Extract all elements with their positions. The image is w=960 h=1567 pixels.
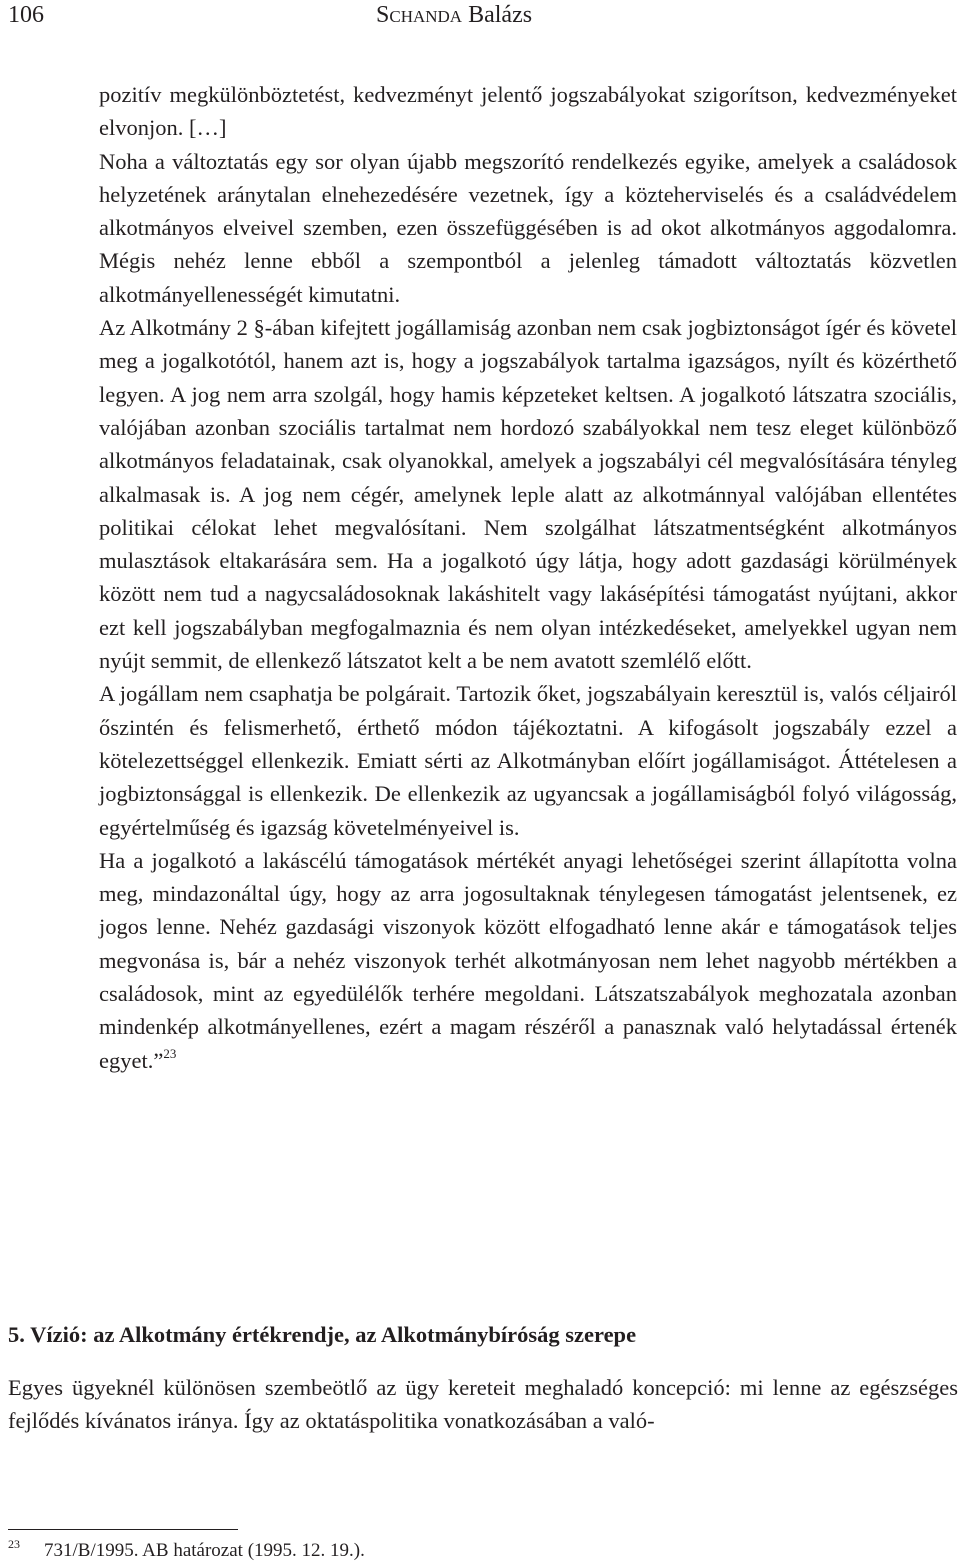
footnote-mark: 23 bbox=[8, 1537, 20, 1551]
quote-paragraph: A jogállam nem csaphatja be polgárait. Tartozik őket, jogszabályain keresztül is, valós céljairól őszintén és felismerhető, érthető módon tájékoztatni. A kifogásolt jogszabály ezzel a kötelezettséggel ellenkezik. Emiatt sérti az Alkotmányban előírt jogállamiságot. Áttételesen a jogbiztonsággal is ellenkezik. De ellenkezik az ugyancsak a jogállamiságból folyó világosság, egyértelműség és igazság követelményeivel is. bbox=[99, 681, 957, 840]
author-surname-rest: chanda bbox=[389, 2, 463, 28]
page-header bbox=[0, 0, 960, 40]
block-quote bbox=[99, 78, 957, 1077]
footnote-divider bbox=[8, 1529, 238, 1530]
footnote-reference: 23 bbox=[163, 1045, 177, 1061]
quote-paragraph-last bbox=[99, 844, 957, 1077]
body-paragraph: Egyes ügyeknél különösen szembeötlő az ügy kereteit meghaladó koncepció: mi lenne az egészséges fejlődés kívánatos iránya. Így az oktatáspolitika vonatkozásában a való- bbox=[8, 1375, 958, 1434]
running-head bbox=[376, 2, 532, 29]
author-given-name: Balázs bbox=[468, 2, 533, 28]
quote-paragraph: Noha a változtatás egy sor olyan újabb megszorító rendelkezés egyike, amelyek a családosok helyzetének aránytalan elnehezedésére vezetnek, így a közteherviselés és a családvédelem alkotmányos elveivel szemben, ezen összefüggésében is ad okot alkotmányos aggodalomra. Mégis nehéz lenne ebből a szempontból a jelenleg támadott változtatás közvetlen alkotmányellenességét kimutatni. bbox=[99, 148, 957, 307]
quote-paragraph: pozitív megkülönböztetést, kedvezményt jelentő jogszabályokat szigorítson, kedvezményeket elvonjon. […] bbox=[99, 82, 957, 141]
quote-paragraph-text: Ha a jogalkotó a lakáscélú támogatások mértékét anyagi lehetőségei szerint állapította volna meg, mindazonáltal úgy, hogy az arra jogosultaknak ténylegesen támogatást jelentsenek, ez jogos lenne. Nehéz gazdasági viszonyok között elfogadható lenne akár e támogatások teljes megvonása is, bár a nehéz viszonyok terhét alkotmányosan nem lehet nagyobb mértékben a családosok, mint az egyedülélők terhére megoldani. Látszatszabályok meghozatala azonban mindenkép alkotmányellenes, ezért a magam részéről a panasznak való helytadással értenék egyet.” bbox=[99, 847, 957, 1073]
author-initial: S bbox=[376, 2, 390, 28]
page-number: 106 bbox=[8, 2, 44, 28]
footnote bbox=[8, 1538, 365, 1564]
footnote-text: 731/B/1995. AB határozat (1995. 12. 19.). bbox=[44, 1540, 365, 1561]
quote-paragraph: Az Alkotmány 2 §-ában kifejtett jogállamiság azonban nem csak jogbiztonságot ígér és követel meg a jogalkotótól, hanem azt is, hogy a jogszabályok tartalma igazságos, nyílt és közérthető legyen. A jog nem arra szolgál, hogy hamis képzeteket keltsen. A jogalkotó látszatra szociális, valójában azonban szociális tartalmat nem hordozó szabályokkal nem tesz eleget különböző alkotmányos feladatainak, csak olyanokkal, amelyek a jogszabályi cél megvalósítására tényleg alkalmasak is. A jog nem cégér, amelynek leple alatt az alkotmánnyal valójában ellentétes politikai célokat lehet megvalósítani. Nem szolgálhat látszatmentségként alkotmányos mulasztások eltakarására sem. Ha a jogalkotó úgy látja, hogy adott gazdasági körülmények között nem tud a nagycsaládosoknak lakáshitelt vagy lakásépítési támogatást nyújtani, akkor ezt kell jogszabályban megfogalmaznia és nem olyan intézkedéseket, amelyekkel ugyan nem nyújt semmit, de ellenkező látszatot kelt a be nem avatott szemlélő előtt. bbox=[99, 315, 957, 674]
section-heading: 5. Vízió: az Alkotmány értékrendje, az Alkotmánybíróság szerepe bbox=[8, 1322, 637, 1347]
